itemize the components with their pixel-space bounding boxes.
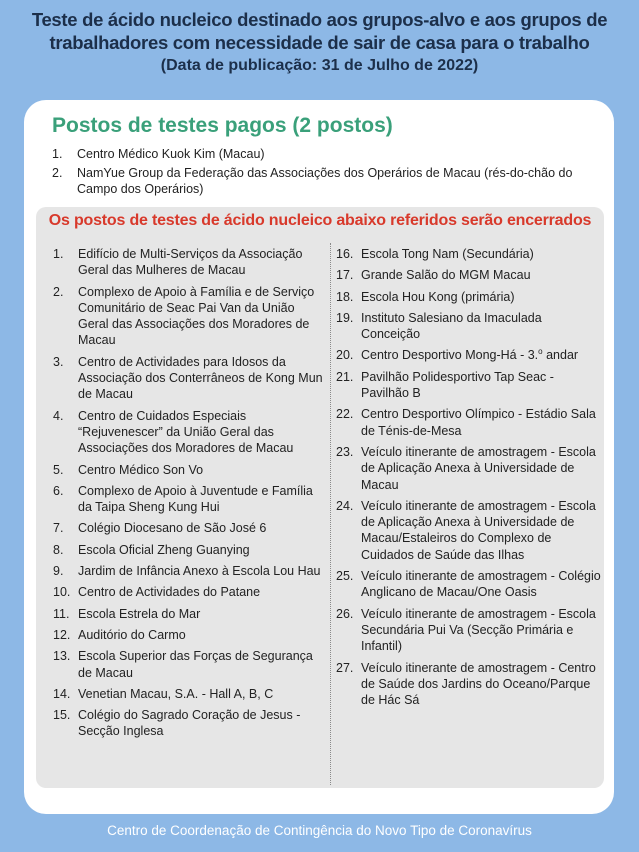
item-text-main: Centro Desportivo Mong-Há - 3. (361, 348, 539, 363)
item-text: Veículo itinerante de amostragem - Centro de Saúde dos Jardins do Oceano/Parque de Hác Sá (361, 660, 596, 708)
item-text: Centro de Actividades para Idosos da Associação dos Conterrâneos de Kong Mun de Macau (78, 354, 323, 402)
list-item (53, 462, 323, 478)
item-text: Veículo itinerante de amostragem - Colégio Anglicano de Macau/One Oasis (361, 569, 601, 600)
item-number: 20. (336, 348, 354, 363)
list-item (336, 568, 601, 601)
list-item (336, 660, 601, 709)
list-item (53, 542, 323, 558)
item-text: Venetian Macau, S.A. - Hall A, B, C (78, 686, 274, 701)
list-item (336, 406, 601, 439)
item-number: 11. (53, 606, 70, 621)
list-item (336, 289, 601, 305)
item-text: Jardim de Infância Anexo à Escola Lou Hau (78, 564, 321, 579)
list-item (52, 165, 597, 197)
item-number: 19. (336, 310, 354, 325)
item-text: Complexo de Apoio à Família e de Serviço Comunitário de Seac Pai Van da União Geral das Associações dos Moradores de Macau (78, 284, 315, 348)
item-number: 10. (53, 585, 71, 600)
list-item (53, 627, 323, 643)
content-card (24, 100, 614, 814)
ordinal-superscript: o (538, 347, 543, 357)
list-item (336, 267, 601, 283)
item-number: 9. (53, 564, 64, 579)
closed-posts-panel (36, 207, 604, 788)
item-number: 17. (336, 268, 354, 283)
closed-list-left (53, 246, 323, 745)
closed-list-right (336, 246, 601, 713)
item-text-tail: andar (542, 348, 579, 363)
list-item (336, 347, 601, 363)
title-line-1: Teste de ácido nucleico destinado aos grupos-alvo e aos grupos de (31, 9, 608, 30)
list-item (53, 606, 323, 622)
item-text: Complexo de Apoio à Juventude e Família da Taipa Sheng Kung Hui (78, 483, 313, 515)
list-item (52, 146, 597, 162)
list-item (53, 408, 323, 457)
item-number: 1. (52, 147, 63, 161)
item-number: 23. (336, 444, 354, 459)
item-text: NamYue Group da Federação das Associações dos Operários de Macau (rés-do-chão do Campo dos Operários) (77, 166, 573, 196)
list-item (53, 284, 323, 349)
item-text: Veículo itinerante de amostragem - Escola de Aplicação Anexa à Universidade de Macau/Estaleiros do Complexo de Cuidados de Saúde das Ilhas (361, 498, 596, 562)
item-text: Colégio do Sagrado Coração de Jesus - Secção Inglesa (78, 708, 301, 739)
item-text: Centro Médico Son Vo (78, 462, 204, 477)
item-text: Edifício de Multi-Serviços da Associação Geral das Mulheres de Macau (78, 247, 303, 278)
item-number: 7. (53, 521, 64, 536)
item-number: 8. (53, 542, 64, 557)
list-item (53, 707, 323, 740)
paid-posts-list (52, 146, 597, 200)
item-number: 12. (53, 627, 71, 642)
item-number: 6. (53, 483, 64, 498)
item-text: Veículo itinerante de amostragem - Escola de Aplicação Anexa à Universidade de Macau (361, 444, 596, 492)
item-number: 1. (53, 247, 64, 261)
list-item (53, 686, 323, 702)
item-number: 24. (336, 498, 354, 513)
item-text: Escola Estrela do Mar (78, 606, 201, 621)
item-number: 18. (336, 289, 354, 304)
item-number: 13. (53, 649, 71, 664)
item-number: 2. (53, 284, 64, 299)
item-number: 27. (336, 660, 354, 675)
item-text: Auditório do Carmo (78, 627, 186, 642)
item-number: 21. (336, 369, 354, 384)
item-text: Centro de Actividades do Patane (78, 585, 261, 600)
closed-posts-title: Os postos de testes de ácido nucleico abaixo referidos serão encerrados (48, 212, 592, 229)
list-item (53, 648, 323, 681)
footer-source: Centro de Coordenação de Contingência do Novo Tipo de Coronavírus (107, 823, 532, 838)
item-number: 15. (53, 708, 71, 723)
list-item (336, 310, 601, 343)
item-text: Instituto Salesiano da Imaculada Conceição (361, 310, 542, 342)
item-text: Escola Tong Nam (Secundária) (361, 247, 534, 261)
list-item (53, 584, 323, 600)
paid-posts-title: Postos de testes pagos (2 postos) (52, 114, 393, 137)
item-text: Escola Hou Kong (primária) (361, 289, 515, 304)
item-text: Colégio Diocesano de São José 6 (78, 521, 267, 536)
item-text: Escola Oficial Zheng Guanying (78, 542, 250, 557)
item-text: Centro Médico Kuok Kim (Macau) (77, 147, 265, 161)
item-number: 26. (336, 606, 354, 621)
publication-date: (Data de publicação: 31 de Julho de 2022) (160, 57, 479, 74)
item-text: Veículo itinerante de amostragem - Escola Secundária Pui Va (Secção Primária e Infantil) (361, 606, 596, 654)
item-number: 3. (53, 354, 64, 369)
item-text (361, 347, 601, 363)
item-number: 2. (52, 166, 63, 180)
header (0, 8, 639, 77)
list-item (336, 498, 601, 563)
item-text: Grande Salão do MGM Macau (361, 268, 531, 283)
list-item (336, 369, 601, 402)
item-number: 25. (336, 569, 354, 584)
item-number: 14. (53, 686, 71, 701)
item-text: Centro Desportivo Olímpico - Estádio Sala de Ténis-de-Mesa (361, 407, 596, 438)
list-item (336, 606, 601, 655)
item-text: Escola Superior das Forças de Segurança de Macau (78, 649, 313, 680)
list-item (336, 246, 601, 262)
item-text: Centro de Cuidados Especiais “Rejuvenescer” da União Geral das Associações dos Moradores de Macau (78, 408, 294, 456)
item-number: 16. (336, 247, 354, 261)
title-line-2: trabalhadores com necessidade de sair de casa para o trabalho (49, 32, 590, 53)
list-item (53, 520, 323, 536)
column-divider (330, 243, 331, 785)
item-number: 4. (53, 408, 64, 423)
list-item (336, 444, 601, 493)
item-number: 5. (53, 462, 64, 477)
list-item (53, 354, 323, 403)
list-item (53, 563, 323, 579)
item-number: 22. (336, 407, 354, 422)
list-item (53, 246, 323, 279)
item-text: Pavilhão Polidesportivo Tap Seac - Pavilhão B (361, 369, 554, 401)
list-item (53, 483, 323, 516)
